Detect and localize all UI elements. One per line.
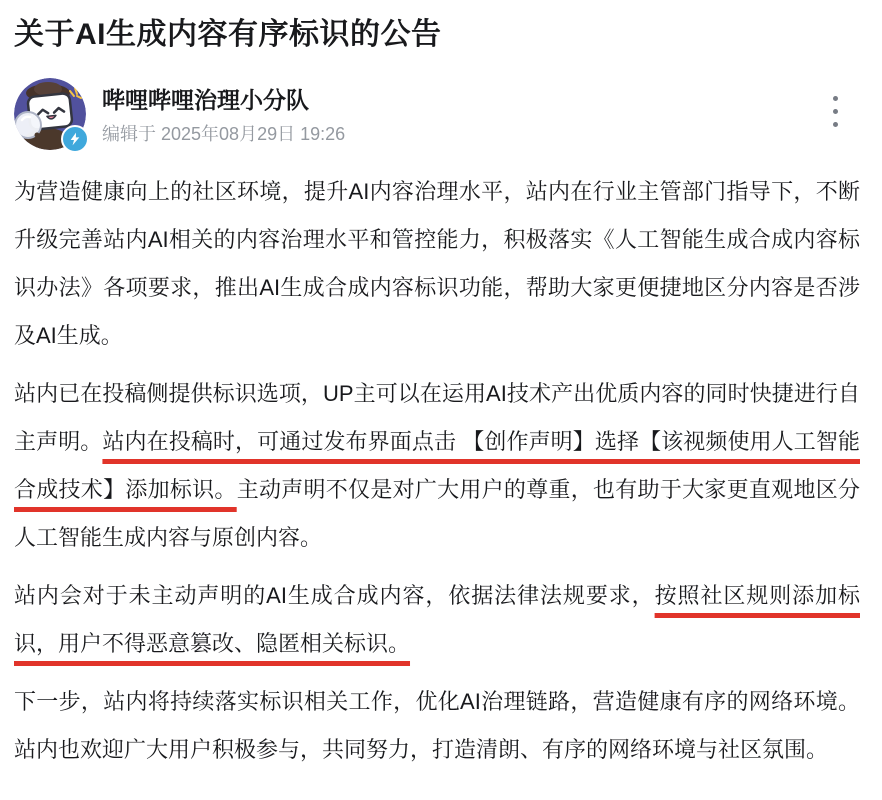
paragraph — [14, 370, 860, 562]
paragraph-text: 下一步，站内将持续落实标识相关工作，优化AI治理链路，营造健康有序的网络环境。站内也欢迎广大用户积极参与，共同努力，打造清朗、有序的网络环境与社区氛围。 — [14, 689, 860, 762]
paragraph-text: 为营造健康向上的社区环境，提升AI内容治理水平，站内在行业主管部门指导下，不断升级完善站内AI相关的内容治理水平和管控能力，积极落实《人工智能生成合成内容标识办法》各项要求，推出AI生成合成内容标识功能，帮助大家更便捷地区分内容是否涉及AI生成。 — [14, 179, 860, 348]
paragraph — [14, 678, 860, 774]
paragraph — [14, 572, 860, 668]
author-name[interactable]: 哔哩哔哩治理小分队 — [102, 87, 309, 113]
page-title: 关于AI生成内容有序标识的公告 — [14, 18, 442, 51]
author-row — [14, 78, 860, 150]
kebab-dot — [833, 109, 838, 114]
lightning-badge-icon — [61, 125, 89, 153]
paragraph — [14, 168, 860, 360]
edit-timestamp: 编辑于 2025年08月29日 19:26 — [102, 124, 346, 144]
more-options-button[interactable] — [827, 92, 844, 131]
red-underlined-text: 站内在投稿时，可通过发布界面点击 【创作声明】选择【该视频使用人工智能合成技术】添加标识。 — [14, 429, 860, 502]
kebab-dot — [833, 122, 838, 127]
red-underlined-text: 按照社区规则添加标识，用户不得恶意篡改、隐匿相关标识。 — [14, 583, 860, 656]
author-info — [102, 78, 345, 145]
avatar[interactable] — [14, 78, 86, 150]
announcement-body — [14, 168, 860, 774]
kebab-dot — [833, 96, 838, 101]
paragraph-text: 站内会对于未主动声明的AI生成合成内容，依据法律法规要求， — [14, 583, 655, 608]
paragraph-text: 主动声明不仅是对广大用户的尊重，也有助于大家更直观地区分人工智能生成内容与原创内容。 — [14, 477, 860, 550]
paragraph-text: 站内已在投稿侧提供标识选项，UP主可以在运用AI技术产出优质内容的同时快捷进行自主声明。 — [14, 381, 860, 454]
